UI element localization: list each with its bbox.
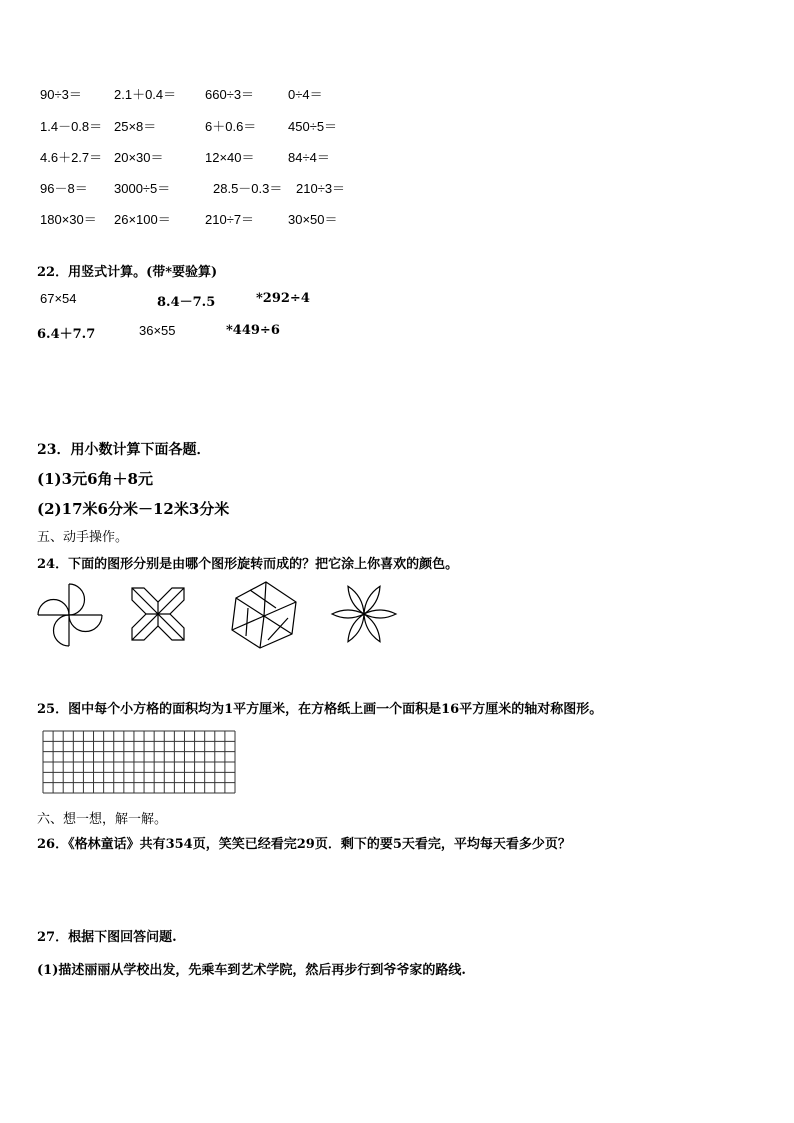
q22-item: 6.4＋7.7 (37, 327, 96, 342)
oral-item: 25×8＝ (114, 119, 157, 134)
q22-item: 8.4－7.5 (157, 295, 216, 310)
oral-item: 450÷5＝ (288, 119, 338, 134)
oral-item: 210÷7＝ (205, 212, 255, 227)
oral-item: 2.1＋0.4＝ (114, 87, 177, 102)
oral-item: 30×50＝ (288, 212, 338, 227)
flower-figure (330, 580, 398, 648)
q22-item: *292÷4 (256, 291, 310, 306)
cross-figure (130, 586, 186, 642)
oral-item: 6＋0.6＝ (205, 119, 257, 134)
q22-item: 67×54 (40, 291, 77, 306)
square-grid-paper[interactable] (42, 730, 236, 794)
q27-title: 27．根据下图回答问题. (37, 930, 177, 945)
pinwheel-figure (36, 582, 106, 648)
oral-item: 0÷4＝ (288, 87, 323, 102)
oral-item: 3000÷5＝ (114, 181, 171, 196)
oral-item: 210÷3＝ (296, 181, 346, 196)
section-five-heading: 五、动手操作。 (37, 530, 129, 545)
oral-item: 84÷4＝ (288, 150, 330, 165)
oral-item: 1.4－0.8＝ (40, 119, 103, 134)
oral-item: 26×100＝ (114, 212, 171, 227)
q25-title: 25．图中每个小方格的面积均为1平方厘米，在方格纸上画一个面积是16平方厘米的轴对称图形。 (37, 702, 603, 717)
hexagon-figure (228, 580, 300, 650)
oral-item: 4.6＋2.7＝ (40, 150, 103, 165)
section-six-heading: 六、想一想，解一解。 (37, 812, 168, 827)
q22-item: *449÷6 (226, 323, 280, 338)
q23-part1: (1)3元6角＋8元 (37, 470, 153, 488)
oral-item: 28.5－0.3＝ (213, 181, 283, 196)
q22-title: 22．用竖式计算。(带*要验算) (37, 265, 218, 280)
q24-title: 24．下面的图形分别是由哪个图形旋转而成的？把它涂上你喜欢的颜色。 (37, 557, 459, 572)
q23-title: 23．用小数计算下面各题． (37, 442, 211, 458)
oral-item: 96－8＝ (40, 181, 88, 196)
q22-item: 36×55 (139, 323, 176, 338)
oral-item: 20×30＝ (114, 150, 164, 165)
oral-item: 660÷3＝ (205, 87, 255, 102)
oral-item: 90÷3＝ (40, 87, 82, 102)
q27-part1: (1)描述丽丽从学校出发，先乘车到艺术学院，然后再步行到爷爷家的路线. (37, 963, 466, 978)
oral-item: 12×40＝ (205, 150, 255, 165)
q23-part2: (2)17米6分米－12米3分米 (37, 500, 230, 518)
oral-item: 180×30＝ (40, 212, 97, 227)
q26-title: 26．《格林童话》共有354页，笑笑已经看完29页．剩下的要5天看完，平均每天看多少页？ (37, 837, 571, 852)
